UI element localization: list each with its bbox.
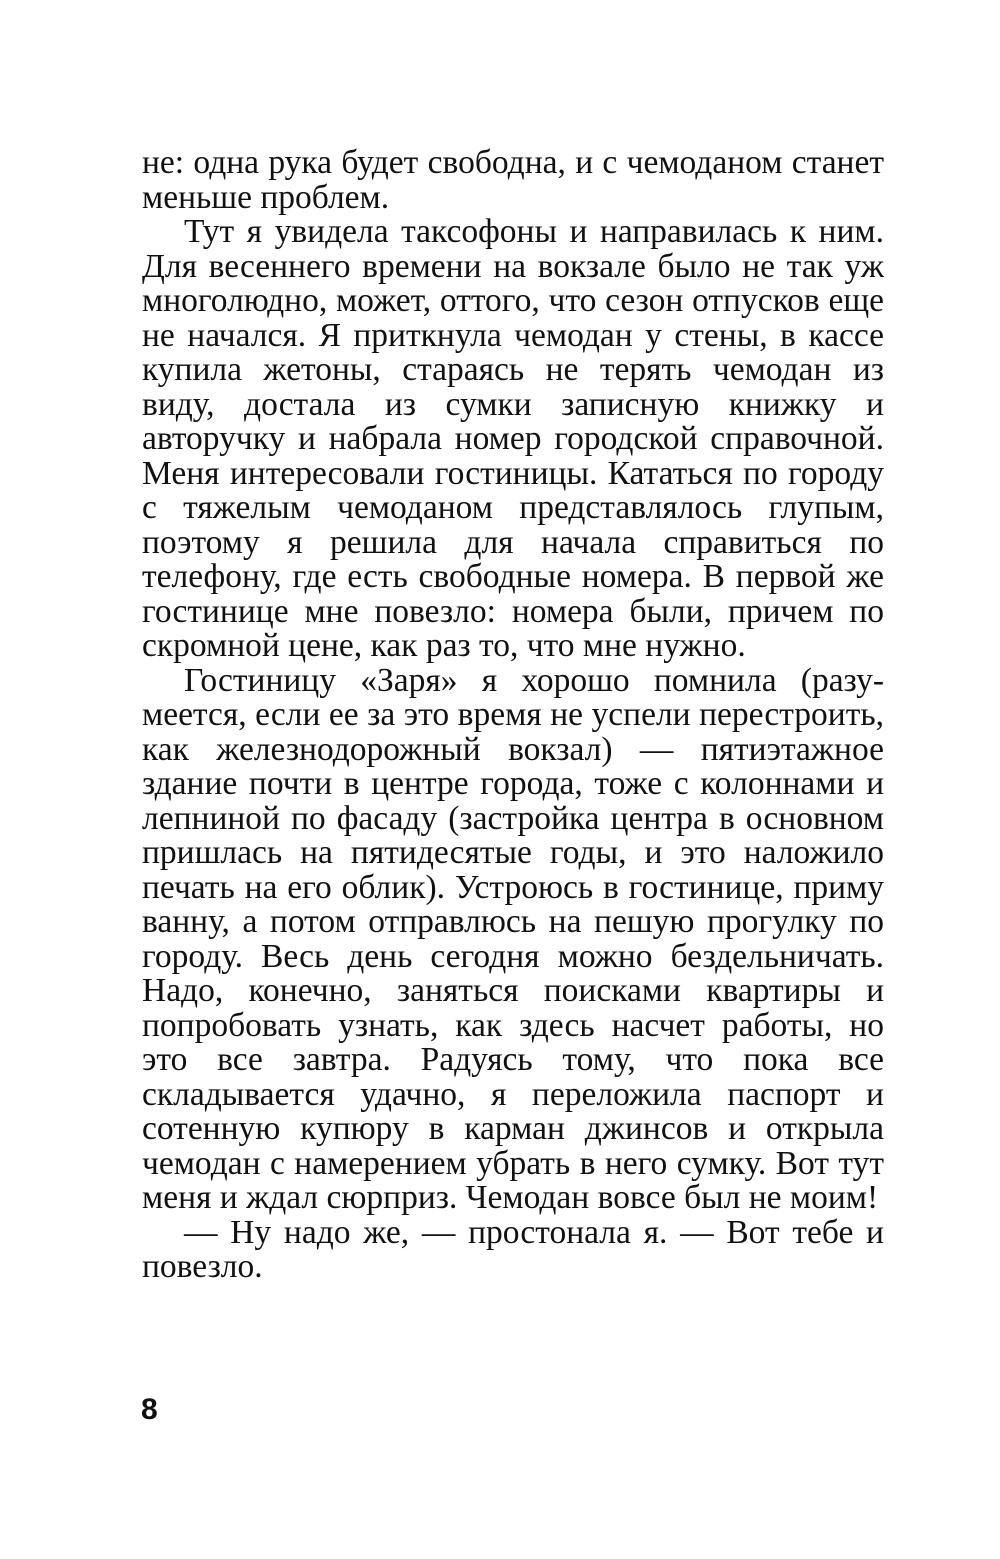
page-number: 8: [141, 1393, 158, 1426]
paragraph-continuation: не: одна рука будет свободна, и с чемоданом станет меньше проблем.: [142, 144, 884, 216]
paragraph-hotel-zarya: Гостиницу «Заря» я хорошо помнила (разумеется, если ее за это время не успели перестроить, как железнодорожный вокзал) — пятиэтажное здание почти в центре города, тоже с колоннами и лепниной по фасаду (застройка центра в основном пришлась на пятидесятые годы, и это наложило печать на его облик). Устроюсь в гостинице, приму ванну, а потом отправлюсь на пешую прогулку по городу. Весь день сегодня можно бездельничать. Надо, конечно, заняться поисками квартиры и попробовать узнать, как здесь насчет работы, но это все завтра. Радуясь тому, что пока все складывается удачно, я переложила паспорт и сотенную купюру в карман джинсов и открыла чемодан с намерением убрать в него сумку. Вот тут меня и ждал сюрприз. Чемодан вовсе был не моим!: [142, 661, 884, 1216]
paragraph-dialogue: — Ну надо же, — простонала я. — Вот тебе и повезло.: [142, 1213, 884, 1285]
body-text: [142, 146, 884, 1285]
paragraph-taxophones: Тут я увидела таксофоны и направилась к ним. Для весеннего времени на вокзале было не так уж многолюдно, может, оттого, что сезон отпусков еще не начался. Я приткнула чемодан у стены, в кассе купила жетоны, стараясь не терять чемодан из виду, достала из сумки записную книжку и авторучку и набрала номер городской справочной. Меня интересовали гостиницы. Кататься по городу с тяжелым чемоданом представлялось глупым, поэтому я решила для начала справиться по телефону, где есть свободные номера. В первой же гостинице мне повезло: номера были, причем по скромной цене, как раз то, что мне нужно.: [142, 213, 884, 664]
